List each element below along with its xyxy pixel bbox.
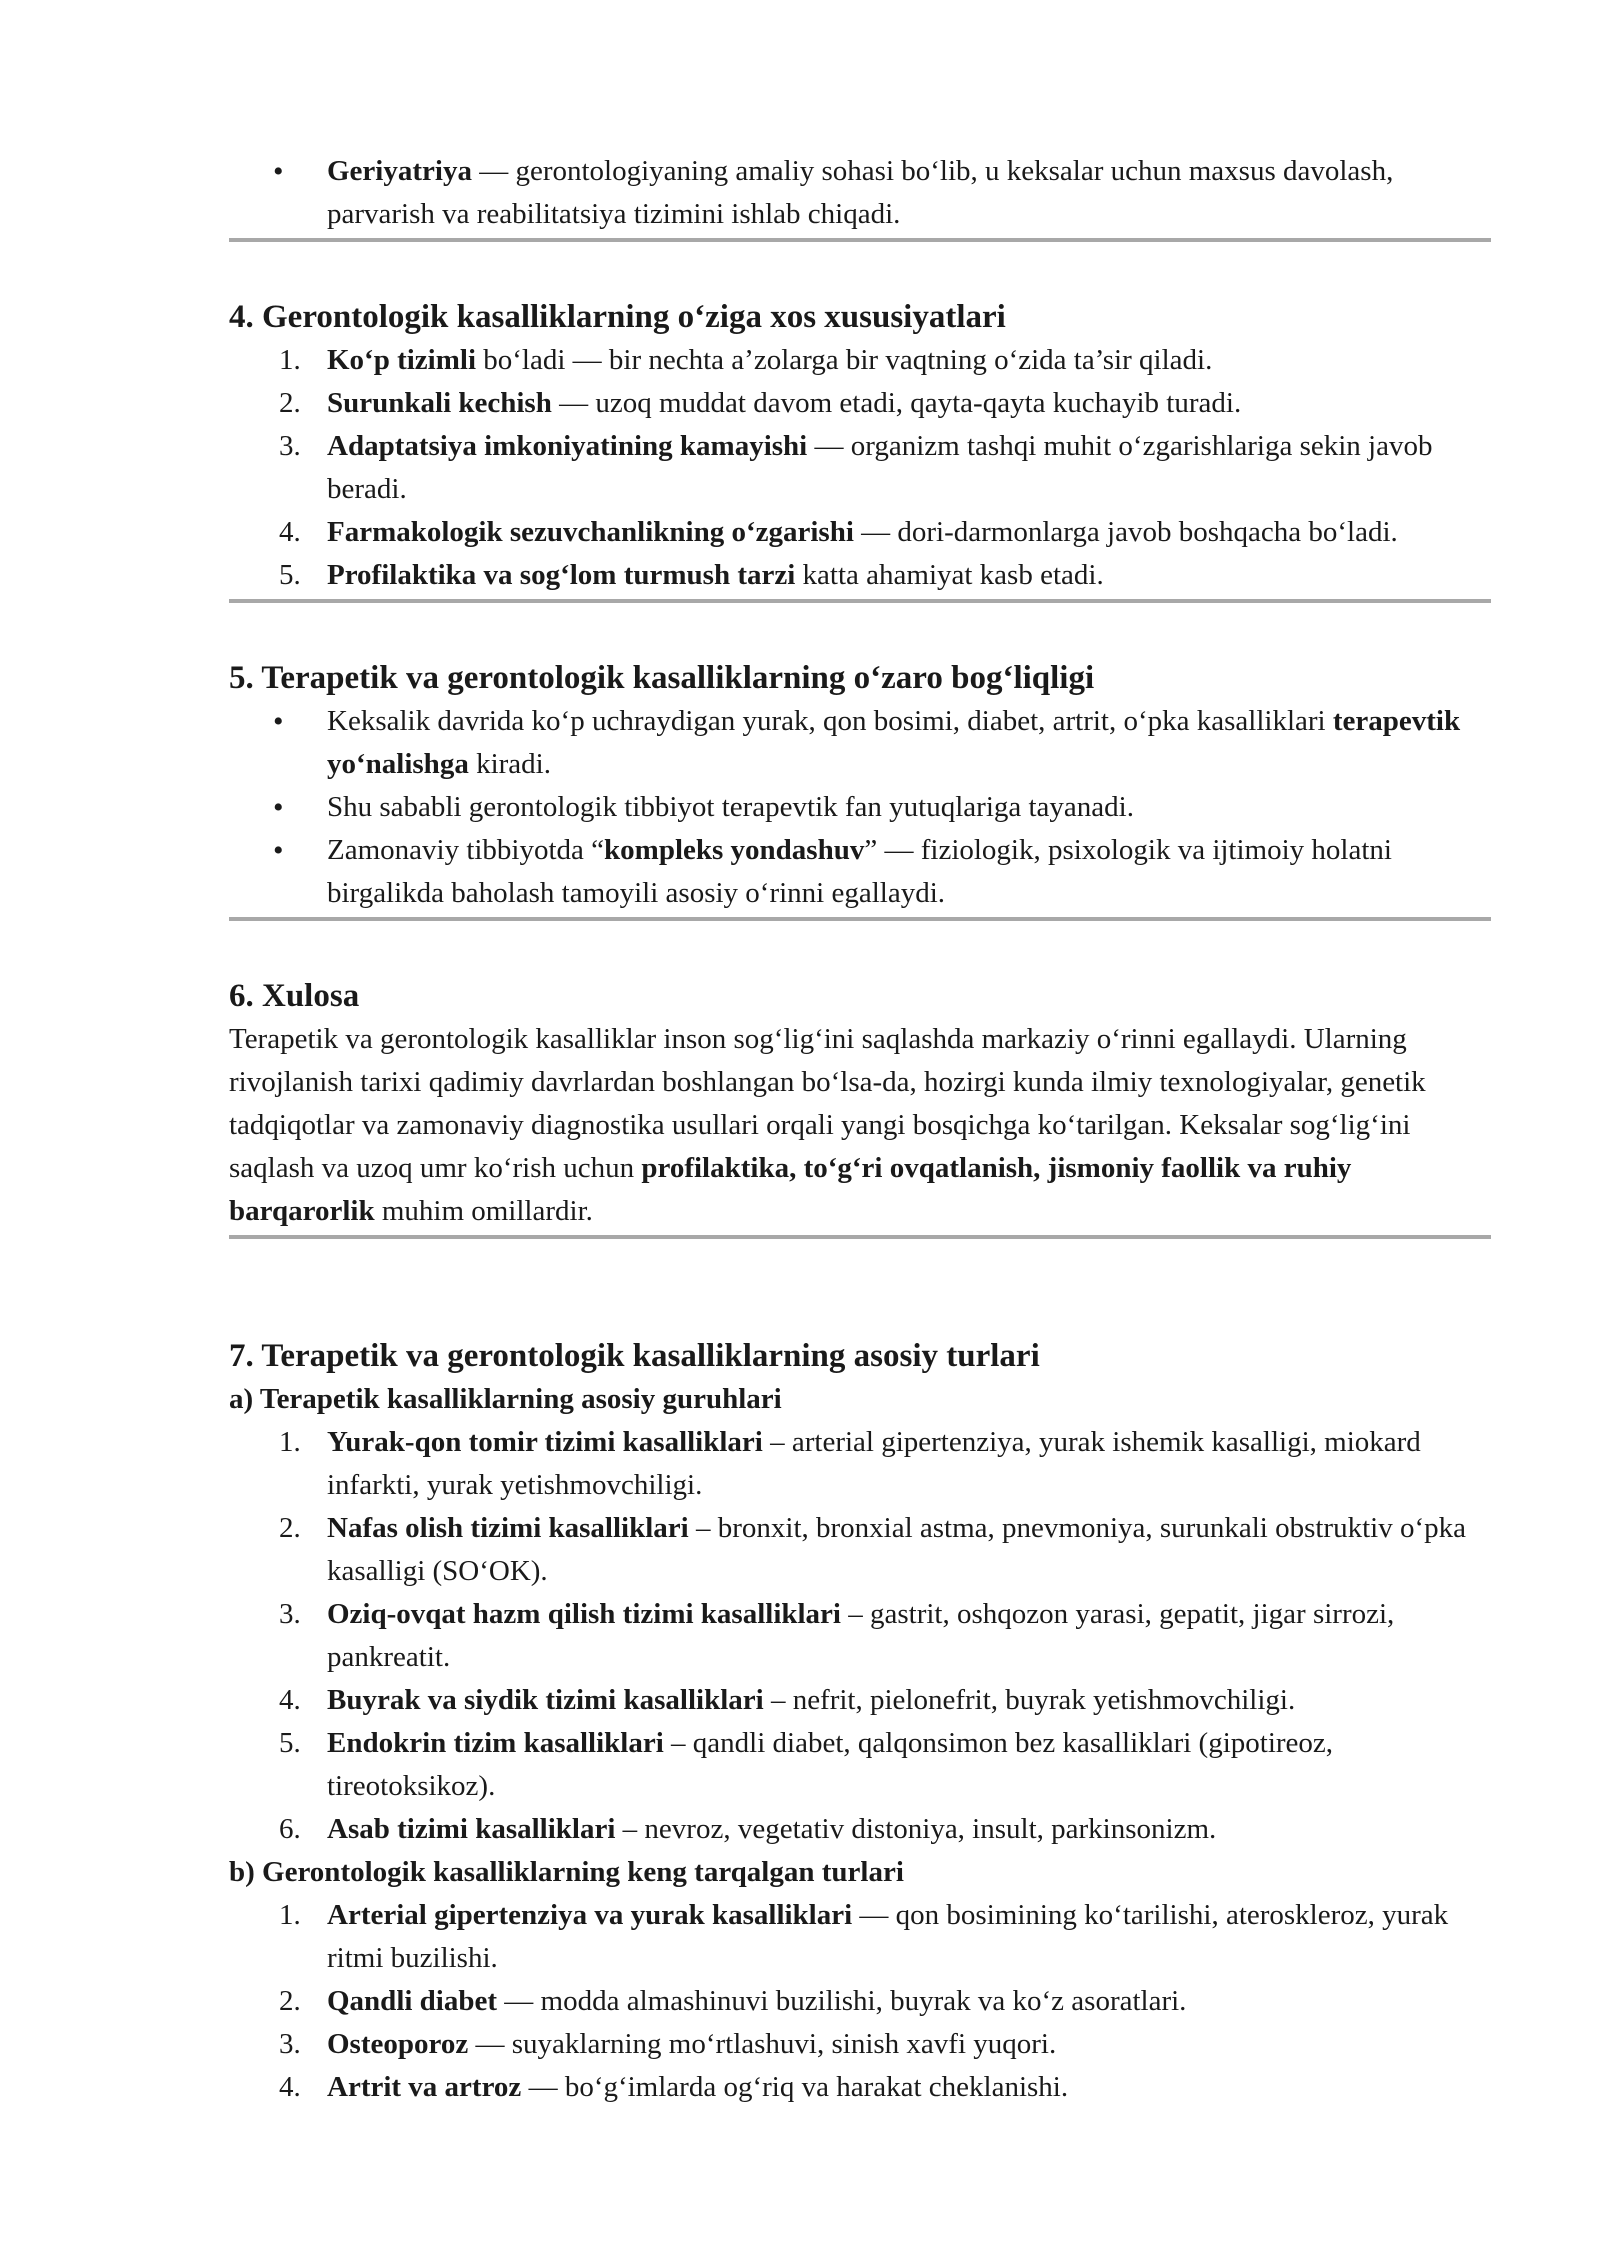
item-term: Qandli diabet (327, 1985, 498, 2017)
item-text: bo‘ladi — bir nechta a’zolarga bir vaqtning o‘zida ta’sir qiladi. (476, 344, 1213, 376)
item-text: – gastrit, oshqozon yarasi, gepatit, jigar sirrozi, pankreatit. (327, 1598, 1395, 1673)
item-number: 2. (279, 387, 301, 419)
item-number: 5. (279, 559, 301, 591)
item-term: Yurak-qon tomir tizimi kasalliklari (327, 1426, 763, 1458)
item-number: 5. (279, 1727, 301, 1759)
item-text: Shu sababli gerontologik tibbiyot terapevtik fan yutuqlariga tayanadi. (327, 791, 1134, 823)
item-number: 1. (279, 1899, 301, 1931)
item-term: Geriyatriya (327, 155, 472, 187)
item-number: 4. (279, 1684, 301, 1716)
intro-bullet-list (229, 150, 1491, 236)
item-term: Oziq-ovqat hazm qilish tizimi kasalliklari (327, 1598, 841, 1630)
list-item (229, 2023, 1491, 2066)
item-number: 1. (279, 344, 301, 376)
item-text: — suyaklarning mo‘rtlashuvi, sinish xavfi yuqori. (468, 2028, 1057, 2060)
item-number: 2. (279, 1512, 301, 1544)
paragraph-text: muhim omillardir. (374, 1195, 593, 1227)
item-number: 4. (279, 516, 301, 548)
section-5-title: 5. Terapetik va gerontologik kasalliklarning o‘zaro bog‘liqligi (229, 660, 1095, 696)
list-item (229, 425, 1491, 511)
list-item (229, 700, 1491, 786)
item-term: kompleks yondashuv (604, 834, 865, 866)
list-item (229, 829, 1491, 915)
subsection-b-title: b) Gerontologik kasalliklarning keng tarqalgan turlari (229, 1856, 904, 1888)
item-text: — modda almashinuvi buzilishi, buyrak va ko‘z asoratlari. (497, 1985, 1187, 2017)
list-item (229, 1894, 1491, 1980)
item-text: – qandli diabet, qalqonsimon bez kasalliklari (gipotireoz, tireotoksikoz). (327, 1727, 1334, 1802)
section-7a-list (229, 1421, 1491, 1851)
section-4-list (229, 339, 1491, 597)
list-item (229, 1421, 1491, 1507)
item-term: Surunkali kechish (327, 387, 552, 419)
item-text: — uzoq muddat davom etadi, qayta-qayta kuchayib turadi. (551, 387, 1242, 419)
list-item (229, 2066, 1491, 2109)
item-text: – bronxit, bronxial astma, pnevmoniya, surunkali obstruktiv o‘pka kasalligi (SO‘OK). (327, 1512, 1466, 1587)
item-term: terapevtik yo‘nalishga (327, 705, 1461, 780)
item-number: 3. (279, 430, 301, 462)
item-text: — organizm tashqi muhit o‘zgarishlariga sekin javob beradi. (327, 430, 1433, 505)
item-text: katta ahamiyat kasb etadi. (795, 559, 1104, 591)
section-6-title: 6. Xulosa (229, 978, 360, 1014)
item-text: Keksalik davrida ko‘p uchraydigan yurak, qon bosimi, diabet, artrit, o‘pka kasalliklari (327, 705, 1333, 737)
list-item (229, 1679, 1491, 1722)
item-text: – nefrit, pielonefrit, buyrak yetishmovchiligi. (763, 1684, 1296, 1716)
subsection-a-title: a) Terapetik kasalliklarning asosiy guruhlari (229, 1383, 782, 1415)
conclusion-paragraph (229, 1018, 1491, 1233)
list-item (229, 339, 1491, 382)
item-text: — dori-darmonlarga javob boshqacha bo‘ladi. (853, 516, 1398, 548)
item-text: — qon bosimining ko‘tarilishi, ateroskleroz, yurak ritmi buzilishi. (327, 1899, 1449, 1974)
item-text: ” — fiziologik, psixologik va ijtimoiy holatni birgalikda baholash tamoyili asosiy o‘rinni egallaydi. (327, 834, 1392, 909)
list-item (229, 1808, 1491, 1851)
item-term: Artrit va artroz (327, 2071, 522, 2103)
item-text: — gerontologiyaning amaliy sohasi bo‘lib, u keksalar uchun maxsus davolash, parvarish va reabilitatsiya tizimini ishlab chiqadi. (327, 155, 1394, 230)
item-term: Osteoporoz (327, 2028, 469, 2060)
item-number: 2. (279, 1985, 301, 2017)
item-term: Endokrin tizim kasalliklari (327, 1727, 664, 1759)
paragraph-emphasis: profilaktika, to‘g‘ri ovqatlanish, jismoniy faollik va ruhiy barqarorlik (229, 1152, 1352, 1227)
list-item (229, 511, 1491, 554)
item-term: Profilaktika va sog‘lom turmush tarzi (327, 559, 796, 591)
item-number: 3. (279, 2028, 301, 2060)
list-item (229, 382, 1491, 425)
item-term: Arterial gipertenziya va yurak kasalliklari (327, 1899, 853, 1931)
item-term: Adaptatsiya imkoniyatining kamayishi (327, 430, 808, 462)
list-item (229, 1722, 1491, 1808)
item-text: kiradi. (468, 748, 551, 780)
item-text: — bo‘g‘imlarda og‘riq va harakat cheklanishi. (521, 2071, 1069, 2103)
item-text: – arterial gipertenziya, yurak ishemik kasalligi, miokard infarkti, yurak yetishmovchiligi. (327, 1426, 1421, 1501)
document-content (229, 150, 1491, 2109)
paragraph-text: Terapetik va gerontologik kasalliklar inson sog‘lig‘ini saqlashda markaziy o‘rinni egallaydi. Ularning rivojlanish tarixi qadimiy davrlardan boshlangan bo‘lsa-da, hozirgi kunda ilmiy texnologiyalar, genetik tadqiqotlar va zamonaviy diagnostika usullari orqali yangi bosqichga ko‘tarilgan. Keksalar sog‘lig‘ini saqlash va uzoq umr ko‘rish uchun (229, 1023, 1426, 1184)
item-number: 3. (279, 1598, 301, 1630)
list-item (229, 1593, 1491, 1679)
list-item (229, 150, 1491, 236)
item-term: Buyrak va siydik tizimi kasalliklari (327, 1684, 764, 1716)
item-text: – nevroz, vegetativ distoniya, insult, parkinsonizm. (615, 1813, 1217, 1845)
item-term: Farmakologik sezuvchanlikning o‘zgarishi (327, 516, 854, 548)
item-text: Zamonaviy tibbiyotda “ (327, 834, 605, 866)
item-number: 4. (279, 2071, 301, 2103)
item-term: Ko‘p tizimli (327, 344, 477, 376)
section-5-list (229, 700, 1491, 915)
section-4-title: 4. Gerontologik kasalliklarning o‘ziga xos xususiyatlari (229, 299, 1006, 335)
section-7b-list (229, 1894, 1491, 2109)
list-item (229, 554, 1491, 597)
item-number: 1. (279, 1426, 301, 1458)
list-item (229, 786, 1491, 829)
item-number: 6. (279, 1813, 301, 1845)
item-term: Asab tizimi kasalliklari (327, 1813, 616, 1845)
item-term: Nafas olish tizimi kasalliklari (327, 1512, 689, 1544)
section-7-title: 7. Terapetik va gerontologik kasalliklarning asosiy turlari (229, 1338, 1040, 1374)
list-item (229, 1980, 1491, 2023)
list-item (229, 1507, 1491, 1593)
